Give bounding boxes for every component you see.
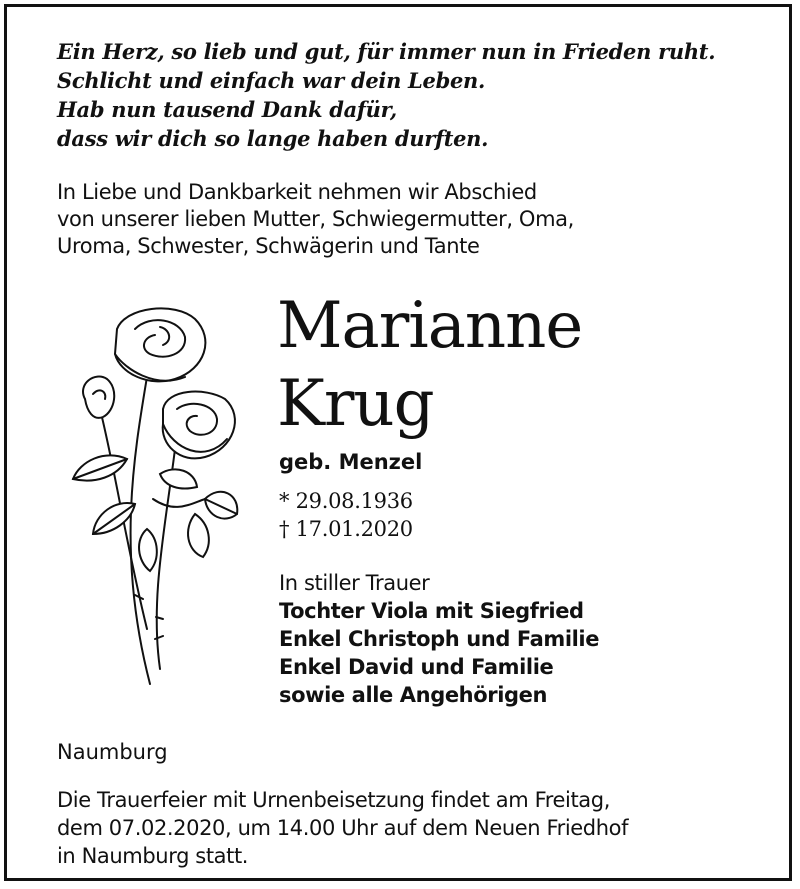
rose-icon [55, 299, 245, 699]
birth-date: * 29.08.1936 [279, 489, 413, 513]
verse-line: Hab nun tausend Dank dafür, [57, 97, 397, 122]
verse-line: dass wir dich so lange haben durften. [57, 126, 489, 151]
intro-line: Uroma, Schwester, Schwägerin und Tante [57, 234, 480, 258]
mourner-name: Enkel David und Familie [279, 655, 554, 679]
intro-line: von unserer lieben Mutter, Schwiegermutter, Oma, [57, 207, 574, 231]
verse-line: Schlicht und einfach war dein Leben. [57, 68, 485, 93]
maiden-name: geb. Menzel [279, 450, 423, 474]
mourner-name: sowie alle Angehörigen [279, 683, 548, 707]
deceased-name [277, 287, 582, 443]
place-name: Naumburg [57, 740, 168, 764]
funeral-line: Die Trauerfeier mit Urnenbeisetzung findet am Freitag, [57, 788, 610, 812]
obituary-notice [4, 4, 792, 881]
mourner-name: Enkel Christoph und Familie [279, 627, 600, 651]
life-dates [279, 487, 413, 543]
farewell-intro [57, 179, 574, 260]
funeral-line: dem 07.02.2020, um 14.00 Uhr auf dem Neuen Friedhof [57, 816, 629, 840]
intro-line: In Liebe und Dankbarkeit nehmen wir Abschied [57, 180, 537, 204]
last-name: Krug [277, 367, 434, 441]
mourner-name: Tochter Viola mit Siegfried [279, 599, 584, 623]
funeral-line: in Naumburg statt. [57, 844, 249, 868]
mourners-heading: In stiller Trauer [279, 571, 430, 595]
death-date: † 17.01.2020 [279, 517, 413, 541]
verse-line: Ein Herz, so lieb und gut, für immer nun in Frieden ruht. [57, 39, 716, 64]
first-name: Marianne [277, 289, 583, 363]
funeral-info [57, 786, 628, 870]
memorial-verse [57, 37, 715, 153]
mourners-block [279, 569, 599, 709]
